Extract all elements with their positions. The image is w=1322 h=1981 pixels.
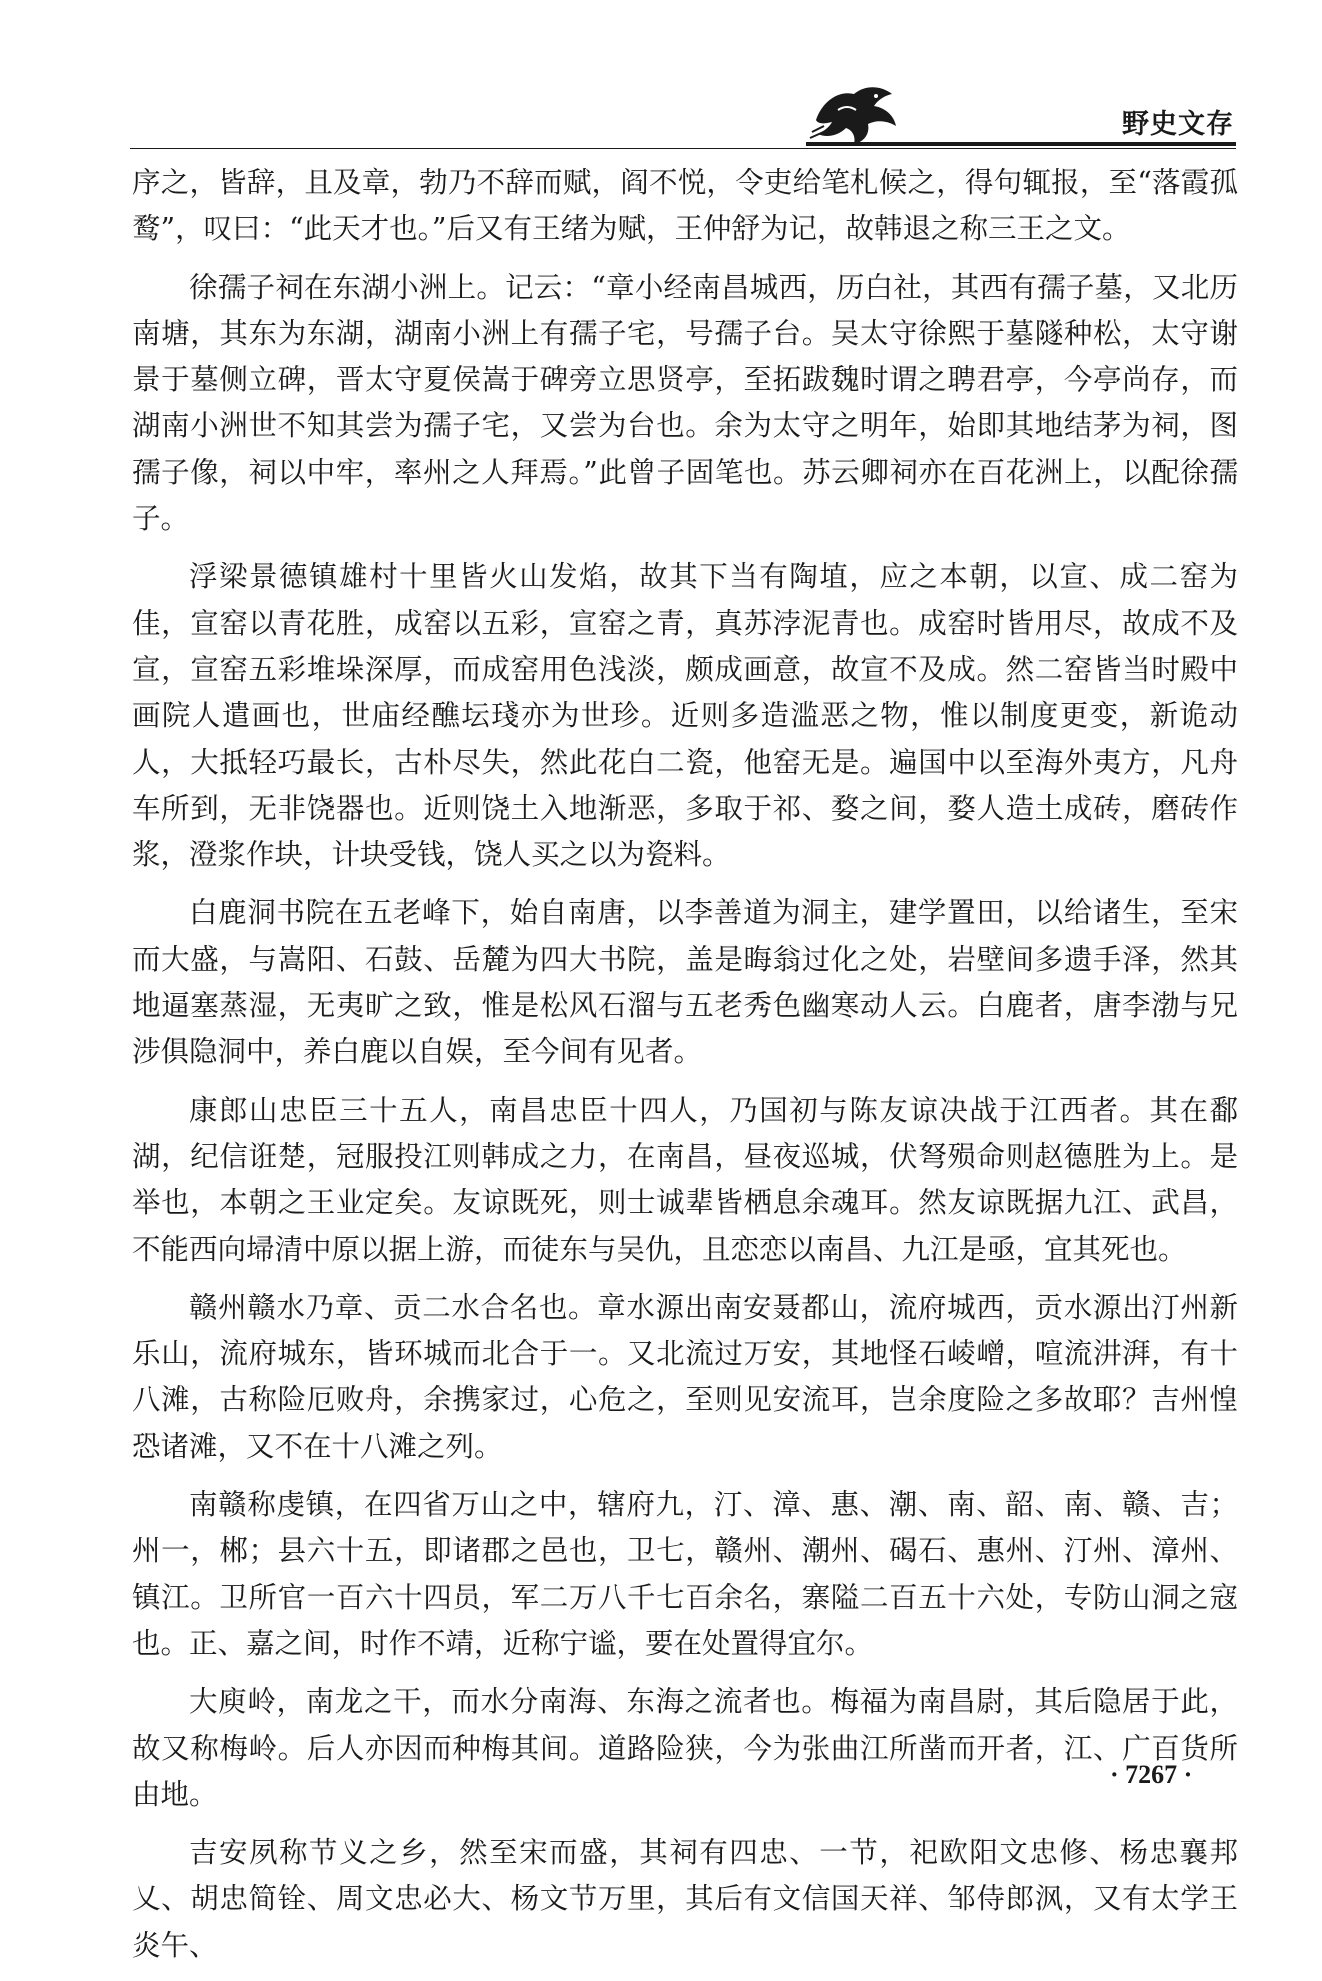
page-header bbox=[0, 0, 1322, 150]
paragraph: 吉安夙称节义之乡，然至宋而盛，其祠有四忠、一节，祀欧阳文忠修、杨忠襄邦乂、胡忠简铨、周文忠必大、杨文节万里，其后有文信国天祥、邹侍郎沨，又有太学王炎午、 bbox=[132, 1836, 1238, 1962]
header-rule bbox=[806, 142, 1236, 146]
paragraph: 南赣称虔镇，在四省万山之中，辖府九，汀、漳、惠、潮、南、韶、南、赣、吉；州一，郴；县六十五，即诸郡之邑也，卫七，赣州、潮州、碣石、惠州、汀州、漳州、镇江。卫所官一百六十四员，军二万八千七百余名，寨隘二百五十六处，专防山洞之寇也。正、嘉之间，时作不靖，近称宁谧，要在处置得宜尔。 bbox=[132, 1488, 1238, 1660]
page-body bbox=[132, 160, 1238, 1981]
paragraph: 白鹿洞书院在五老峰下，始自南唐，以李善道为洞主，建学置田，以给诸生，至宋而大盛，与嵩阳、石鼓、岳麓为四大书院，盖是晦翁过化之处，岩壁间多遗手泽，然其地逼塞蒸湿，无夷旷之致，惟是松风石溜与五老秀色幽寒动人云。白鹿者，唐李渤与兄涉俱隐洞中，养白鹿以自娱，至今间有见者。 bbox=[132, 896, 1238, 1069]
header-rule-thin bbox=[130, 148, 1236, 149]
page-number: · 7267 · bbox=[1110, 1760, 1193, 1789]
paragraph: 徐孺子祠在东湖小洲上。记云：“章小经南昌城西，历白社，其西有孺子墓，又北历南塘，其东为东湖，湖南小洲上有孺子宅，号孺子台。吴太守徐熙于墓隧种松，太守谢景于墓侧立碑，晋太守夏侯嵩于碑旁立思贤亭，至拓跋魏时谓之聘君亭，今亭尚存，而湖南小洲世不知其尝为孺子宅，又尝为台也。余为太守之明年，始即其地结茅为祠，图孺子像，祠以中牢，率州之人拜焉。”此曾子固笔也。苏云卿祠亦在百花洲上，以配徐孺子。 bbox=[132, 270, 1238, 536]
header-title: 野史文存 bbox=[1122, 109, 1234, 140]
paragraph: 大庾岭，南龙之干，而水分南海、东海之流者也。梅福为南昌尉，其后隐居于此，故又称梅岭。后人亦因而种梅其间。道路险狭，今为张曲江所凿而开者，江、广百货所由地。 bbox=[132, 1685, 1238, 1811]
paragraph: 浮梁景德镇雄村十里皆火山发焰，故其下当有陶埴，应之本朝，以宣、成二窑为佳，宣窑以青花胜，成窑以五彩，宣窑之青，真苏浡泥青也。成窑时皆用尽，故成不及宣，宣窑五彩堆垛深厚，而成窑用色浅淡，颇成画意，故宣不及成。然二窑皆当时殿中画院人遣画也，世庙经醮坛琖亦为世珍。近则多造滥恶之物，惟以制度更变，新诡动人，大抵轻巧最长，古朴尽失，然此花白二瓷，他窑无是。遍国中以至海外夷方，凡舟车所到，无非饶器也。近则饶土入地渐恶，多取于祁、婺之间，婺人造土成砖，磨砖作浆，澄浆作块，计块受钱，饶人买之以为瓷料。 bbox=[132, 560, 1238, 872]
paragraph: 序之，皆辞，且及章，勃乃不辞而赋，阎不悦，令吏给笔札候之，得句辄报，至“落霞孤鹜”，叹曰：“此天才也。”后又有王绪为赋，王仲舒为记，故韩退之称三王之文。 bbox=[132, 166, 1238, 246]
paragraph: 康郎山忠臣三十五人，南昌忠臣十四人，乃国初与陈友谅决战于江西者。其在鄱湖，纪信诳楚，冠服投江则韩成之力，在南昌，昼夜巡城，伏弩殒命则赵德胜为上。是举也，本朝之王业定矣。友谅既死，则士诚辈皆栖息余魂耳。然友谅既据九江、武昌，不能西向埽清中原以据上游，而徒东与吴仇，且恋恋以南昌、九江是亟，宜其死也。 bbox=[132, 1093, 1238, 1266]
paragraph: 赣州赣水乃章、贡二水合名也。章水源出南安聂都山，流府城西，贡水源出汀州新乐山，流府城东，皆环城而北合于一。又北流过万安，其地怪石崚嶒，喧流汫湃，有十八滩，古称险厄败舟，余携家过，心危之，至则见安流耳，岂余度险之多故耶？吉州惶恐诸滩，又不在十八滩之列。 bbox=[132, 1290, 1238, 1463]
dragon-emblem-icon bbox=[808, 80, 900, 146]
